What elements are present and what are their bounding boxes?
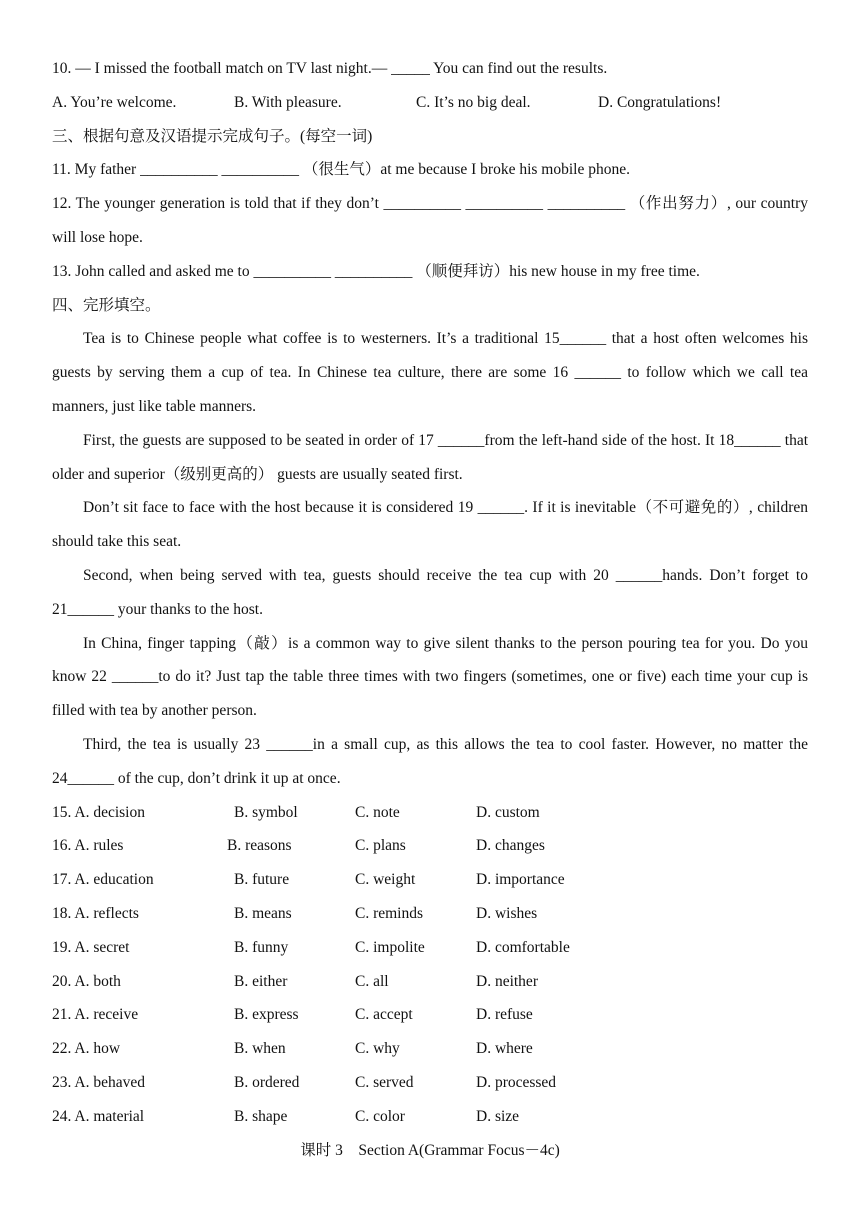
worksheet-page	[52, 52, 808, 1167]
cloze-paragraph: Third, the tea is usually 23 ______in a small cup, as this allows the tea to cool faster. However, no matter the 24______ of the cup, don’t drink it up at once.	[52, 735, 808, 787]
choice-b: B. ordered	[234, 1073, 300, 1091]
question-10-stem: 10. — I missed the football match on TV last night.— _____ You can find out the results.	[52, 60, 608, 77]
choice-c: C. all	[355, 972, 389, 990]
question-11: 11. My father __________ __________ （很生气）at me because I broke his mobile phone.	[52, 161, 630, 179]
question-10-options	[52, 86, 808, 120]
cloze-paragraph: Second, when being served with tea, guests should receive the tea cup with 20 ______hands. Don’t forget to 21______ your thanks to the host.	[52, 566, 808, 618]
choice-c: C. impolite	[355, 938, 425, 956]
choice-c: C. note	[355, 803, 400, 821]
choice-c: C. why	[355, 1040, 400, 1058]
choice-b: B. express	[234, 1006, 299, 1024]
choice-row	[52, 829, 808, 863]
choice-d: D. where	[476, 1040, 533, 1058]
section-4-heading: 四、完形填空。	[52, 296, 161, 314]
choice-a: 18. A. reflects	[52, 904, 139, 922]
choice-row	[52, 897, 808, 931]
cloze-paragraph: In China, finger tapping（敲）is a common way to give silent thanks to the person pouring tea for you. Do you know 22 ______to do it? Just tap the table three times with two fingers (sometimes, one or five) each time your cup is filled with tea by another person.	[52, 634, 808, 720]
option-a: A. You’re welcome.	[52, 93, 177, 111]
choice-c: C. weight	[355, 871, 416, 889]
choice-b: B. reasons	[227, 837, 292, 855]
choice-c: C. plans	[355, 837, 406, 855]
choice-d: D. size	[476, 1107, 520, 1125]
question-13: 13. John called and asked me to __________ __________ （顺便拜访）his new house in my free time.	[52, 262, 700, 280]
choice-d: D. processed	[476, 1073, 557, 1091]
choice-b: B. when	[234, 1040, 286, 1058]
choice-b: B. means	[234, 904, 292, 922]
choice-d: D. wishes	[476, 904, 538, 922]
choice-a: 16. A. rules	[52, 837, 124, 855]
choice-row	[52, 1100, 808, 1134]
choice-d: D. custom	[476, 803, 540, 821]
option-c: C. It’s no big deal.	[416, 93, 531, 111]
cloze-paragraph: Tea is to Chinese people what coffee is to westerners. It’s a traditional 15______ that a host often welcomes his guests by serving them a cup of tea. In Chinese tea culture, there are some 16 ______ to follow which we call tea manners, just like table manners.	[52, 330, 808, 415]
option-d: D. Congratulations!	[598, 93, 722, 111]
choice-b: B. symbol	[234, 803, 298, 821]
choice-a: 21. A. receive	[52, 1006, 139, 1024]
choice-a: 22. A. how	[52, 1040, 121, 1058]
section-3-heading: 三、根据句意及汉语提示完成句子。(每空一词)	[52, 127, 373, 145]
choice-d: D. importance	[476, 871, 565, 889]
option-b: B. With pleasure.	[234, 93, 342, 111]
choice-b: B. future	[234, 871, 290, 889]
choice-row	[52, 1032, 808, 1066]
choice-a: 15. A. decision	[52, 803, 145, 821]
cloze-paragraph: Don’t sit face to face with the host because it is considered 19 ______. If it is inevitable（不可避免的）, children should take this seat.	[52, 499, 808, 551]
choice-c: C. color	[355, 1107, 405, 1125]
choice-c: C. served	[355, 1073, 414, 1091]
choice-row	[52, 796, 808, 830]
choice-d: D. neither	[476, 972, 538, 990]
choice-row	[52, 863, 808, 897]
choice-a: 17. A. education	[52, 871, 154, 889]
choice-c: C. reminds	[355, 904, 424, 922]
choice-row	[52, 965, 808, 999]
choice-a: 20. A. both	[52, 972, 121, 990]
choice-b: B. funny	[234, 938, 289, 956]
lesson-footer: 课时 3 Section A(Grammar Focus－4c)	[300, 1141, 560, 1159]
choice-a: 24. A. material	[52, 1107, 145, 1125]
choice-d: D. refuse	[476, 1006, 533, 1024]
choice-row	[52, 1066, 808, 1100]
choice-a: 23. A. behaved	[52, 1073, 145, 1091]
question-12: 12. The younger generation is told that if they don’t __________ __________ __________ （作出努力）, our country will lose hope.	[52, 195, 808, 246]
choice-b: B. shape	[234, 1107, 288, 1125]
choice-a: 19. A. secret	[52, 938, 130, 956]
choice-c: C. accept	[355, 1006, 413, 1024]
choice-row	[52, 931, 808, 965]
choice-row	[52, 998, 808, 1032]
cloze-paragraph: First, the guests are supposed to be seated in order of 17 ______from the left-hand side of the host. It 18______ that older and superior（级别更高的） guests are usually seated first.	[52, 431, 808, 483]
choice-d: D. comfortable	[476, 938, 570, 956]
choice-d: D. changes	[476, 837, 545, 855]
choice-b: B. either	[234, 972, 288, 990]
